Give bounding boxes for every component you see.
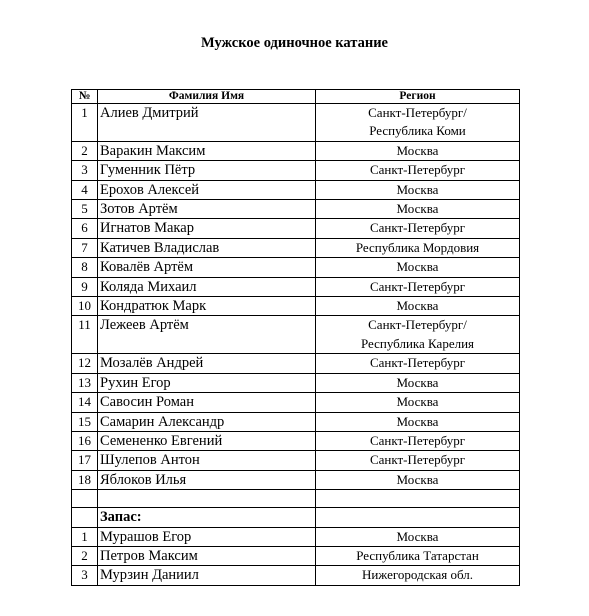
table-header xyxy=(72,90,520,104)
table-row xyxy=(72,141,520,160)
athlete-region xyxy=(316,238,520,257)
athlete-region xyxy=(316,104,520,142)
region-line: Санкт-Петербург xyxy=(369,432,466,448)
table-row xyxy=(72,527,520,546)
athlete-name: Савосин Роман xyxy=(98,393,316,412)
athlete-region xyxy=(316,141,520,160)
table-row xyxy=(72,180,520,199)
row-number: 13 xyxy=(72,373,98,392)
roster-table xyxy=(71,89,520,586)
athlete-name: Рухин Егор xyxy=(98,373,316,392)
region-line: Республика Карелия xyxy=(360,335,475,351)
region-line: Москва xyxy=(396,413,439,429)
row-number: 6 xyxy=(72,219,98,238)
athlete-region xyxy=(316,354,520,373)
athlete-name: Ерохов Алексей xyxy=(98,180,316,199)
table-row xyxy=(72,451,520,470)
athlete-name: Алиев Дмитрий xyxy=(98,104,316,142)
athlete-name: Шулепов Антон xyxy=(98,451,316,470)
athlete-region xyxy=(316,470,520,489)
athlete-name: Зотов Артём xyxy=(98,200,316,219)
row-number: 16 xyxy=(72,431,98,450)
athlete-region xyxy=(316,373,520,392)
athlete-region xyxy=(316,546,520,565)
table-row xyxy=(72,373,520,392)
table-row xyxy=(72,393,520,412)
row-number: 15 xyxy=(72,412,98,431)
region-line: Москва xyxy=(396,394,439,410)
reserve-label: Запас: xyxy=(98,508,316,527)
table-row xyxy=(72,566,520,585)
region-line: Москва xyxy=(396,298,439,314)
table-row xyxy=(72,431,520,450)
row-number: 1 xyxy=(72,104,98,142)
region-line: Республика Мордовия xyxy=(355,239,480,255)
athlete-region xyxy=(316,258,520,277)
table-row xyxy=(72,104,520,142)
athlete-region xyxy=(316,393,520,412)
athlete-region xyxy=(316,412,520,431)
table-row xyxy=(72,316,520,354)
row-number: 9 xyxy=(72,277,98,296)
athlete-region xyxy=(316,566,520,585)
athlete-name: Мозалёв Андрей xyxy=(98,354,316,373)
region-line: Санкт-Петербург xyxy=(369,220,466,236)
region-line: Москва xyxy=(396,181,439,197)
row-number: 14 xyxy=(72,393,98,412)
athlete-name: Лежеев Артём xyxy=(98,316,316,354)
athlete-name: Самарин Александр xyxy=(98,412,316,431)
header-row xyxy=(72,90,520,104)
region-line: Санкт-Петербург xyxy=(369,162,466,178)
row-number: 3 xyxy=(72,566,98,585)
header-region: Регион xyxy=(316,90,520,104)
header-number: № xyxy=(72,90,98,104)
athlete-name: Мурзин Даниил xyxy=(98,566,316,585)
table-row xyxy=(72,354,520,373)
table-body xyxy=(72,104,520,490)
athlete-region xyxy=(316,219,520,238)
athlete-name: Семененко Евгений xyxy=(98,431,316,450)
region-line: Санкт-Петербург/ xyxy=(368,317,467,333)
athlete-name: Коляда Михаил xyxy=(98,277,316,296)
row-number: 2 xyxy=(72,546,98,565)
row-number: 3 xyxy=(72,161,98,180)
document-title: Мужское одиночное катание xyxy=(200,35,388,51)
row-number: 4 xyxy=(72,180,98,199)
athlete-name: Игнатов Макар xyxy=(98,219,316,238)
table-row xyxy=(72,297,520,316)
table-row xyxy=(72,277,520,296)
blank-row xyxy=(72,490,520,508)
athlete-name: Петров Максим xyxy=(98,546,316,565)
athlete-name: Катичев Владислав xyxy=(98,238,316,257)
region-line: Москва xyxy=(396,259,439,275)
row-number: 10 xyxy=(72,297,98,316)
region-line: Санкт-Петербург xyxy=(369,278,466,294)
region-line: Москва xyxy=(396,374,439,390)
row-number: 7 xyxy=(72,238,98,257)
athlete-name: Ковалёв Артём xyxy=(98,258,316,277)
row-number: 1 xyxy=(72,527,98,546)
athlete-name: Кондратюк Марк xyxy=(98,297,316,316)
region-line: Санкт-Петербург xyxy=(369,452,466,468)
region-line: Москва xyxy=(396,471,439,487)
region-line: Нижегородская обл. xyxy=(361,567,474,583)
athlete-region xyxy=(316,277,520,296)
athlete-name: Мурашов Егор xyxy=(98,527,316,546)
table-row xyxy=(72,470,520,489)
athlete-region xyxy=(316,527,520,546)
region-line: Москва xyxy=(396,528,439,544)
region-line: Санкт-Петербург/ xyxy=(368,105,467,120)
athlete-name: Яблоков Илья xyxy=(98,470,316,489)
row-number: 17 xyxy=(72,451,98,470)
table-row xyxy=(72,238,520,257)
header-name: Фамилия Имя xyxy=(98,90,316,104)
row-number: 12 xyxy=(72,354,98,373)
athlete-region xyxy=(316,200,520,219)
athlete-name: Варакин Максим xyxy=(98,141,316,160)
table-row xyxy=(72,258,520,277)
athlete-region xyxy=(316,451,520,470)
region-line: Республика Коми xyxy=(369,123,466,139)
region-line: Республика Татарстан xyxy=(356,547,479,563)
row-number: 11 xyxy=(72,316,98,354)
athlete-region xyxy=(316,297,520,316)
athlete-region xyxy=(316,180,520,199)
table-row xyxy=(72,219,520,238)
region-line: Москва xyxy=(396,142,439,158)
row-number: 8 xyxy=(72,258,98,277)
row-number: 2 xyxy=(72,141,98,160)
reserve-label-row xyxy=(72,508,520,527)
athlete-name: Гуменник Пётр xyxy=(98,161,316,180)
athlete-region xyxy=(316,316,520,354)
table-row xyxy=(72,412,520,431)
region-line: Москва xyxy=(396,201,439,217)
reserve-body xyxy=(72,490,520,586)
region-line: Санкт-Петербург xyxy=(369,355,466,371)
table-row xyxy=(72,161,520,180)
row-number: 18 xyxy=(72,470,98,489)
table-row xyxy=(72,200,520,219)
athlete-region xyxy=(316,431,520,450)
table-row xyxy=(72,546,520,565)
athlete-region xyxy=(316,161,520,180)
row-number: 5 xyxy=(72,200,98,219)
